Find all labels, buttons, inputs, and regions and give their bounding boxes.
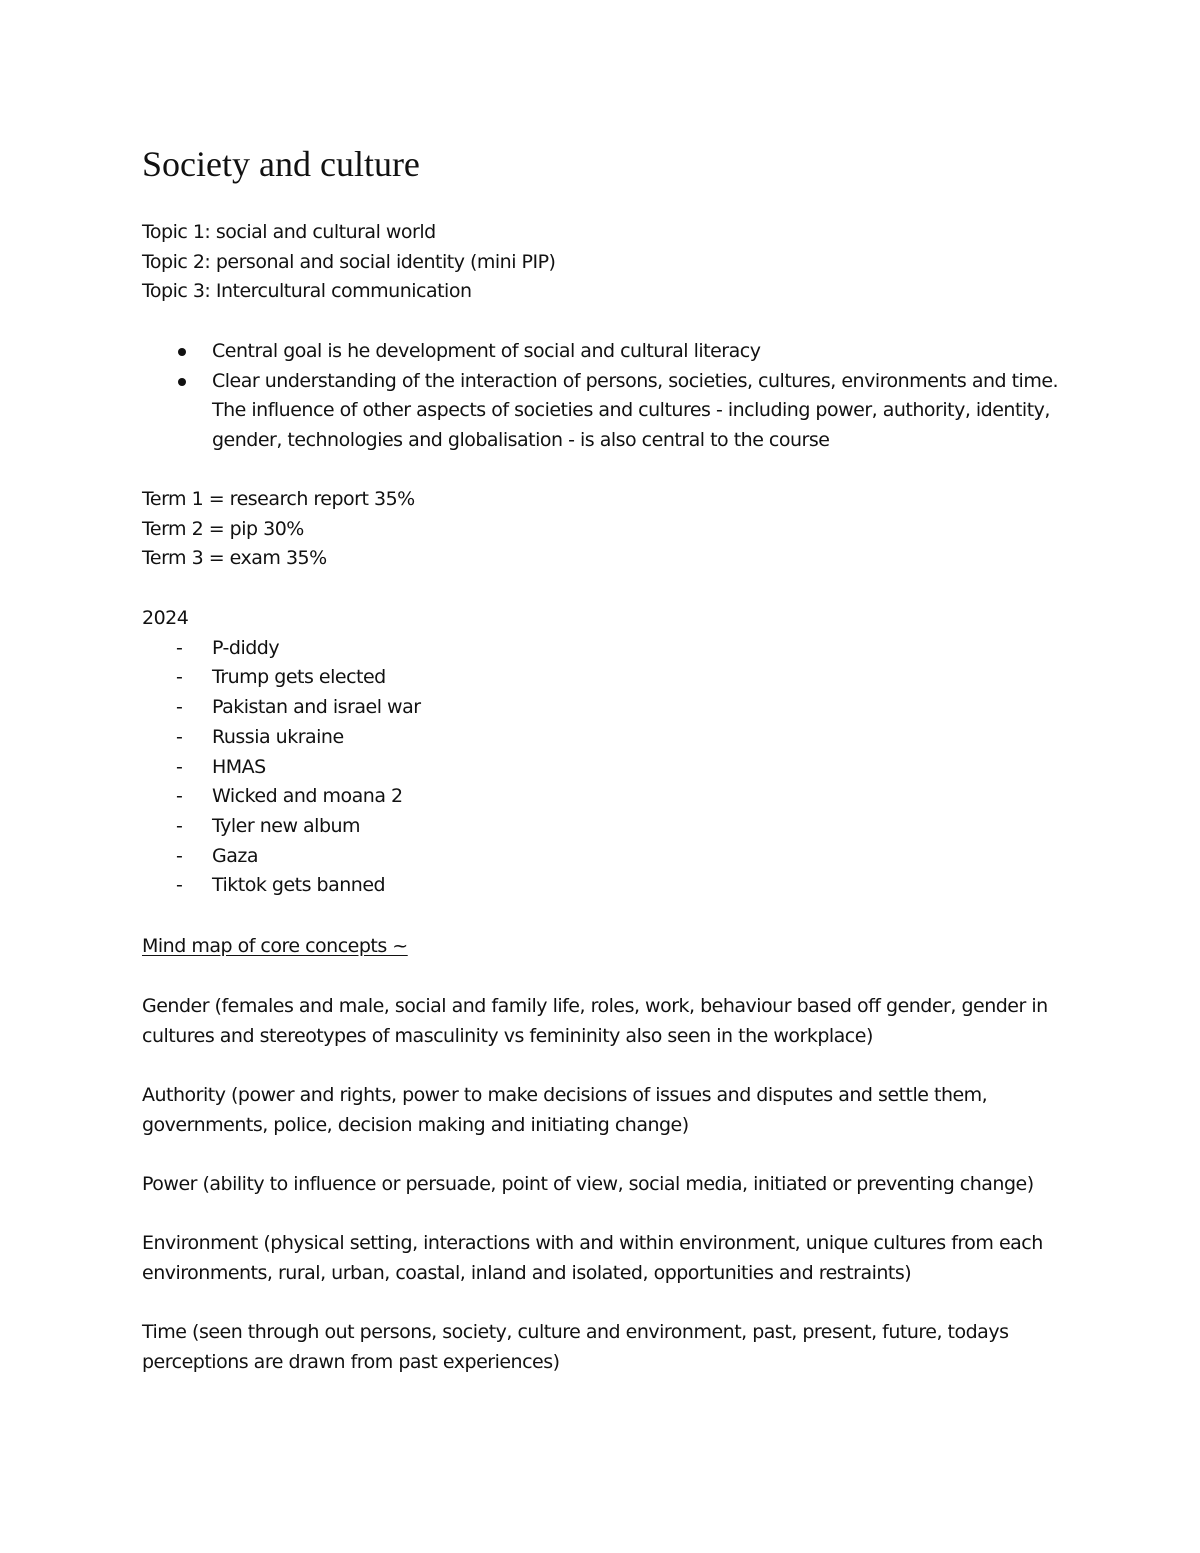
event-item (142, 782, 1072, 812)
bullet-icon (178, 348, 186, 356)
concept-authority: Authority (power and rights, power to make decisions of issues and disputes and settle them, governments, police, decision making and initiating change) (142, 1084, 988, 1136)
topic-line: Topic 2: personal and social identity (mini PIP) (142, 250, 556, 273)
event-item (142, 723, 1072, 753)
dash-icon: - (176, 666, 183, 689)
event-text: P-diddy (212, 636, 280, 659)
topics-list (142, 218, 1072, 307)
event-item (142, 753, 1072, 783)
goal-text: Central goal is he development of social and cultural literacy (212, 340, 761, 362)
topic-line: Topic 1: social and cultural world (142, 221, 436, 243)
concept-gender: Gender (females and male, social and family life, roles, work, behaviour based off gender, gender in cultures and stereotypes of masculinity vs femininity also seen in the workplace) (142, 995, 1048, 1047)
event-item (142, 634, 1072, 664)
dash-icon: - (176, 636, 183, 659)
term-line: Term 2 = pip 30% (142, 517, 304, 540)
events-section (142, 604, 1072, 901)
event-text: Trump gets elected (212, 666, 386, 689)
event-text: HMAS (212, 755, 266, 778)
event-text: Tiktok gets banned (212, 874, 386, 897)
concept-time: Time (seen through out persons, society, culture and environment, past, present, future, todays perceptions are drawn from past experiences) (142, 1321, 1009, 1373)
mind-map-heading: Mind map of core concepts ~ (142, 935, 408, 957)
dash-icon: - (176, 844, 183, 867)
dash-icon: - (176, 874, 183, 897)
event-item (142, 842, 1072, 872)
concept-environment: Environment (physical setting, interactions with and within environment, unique cultures from each environments, rural, urban, coastal, inland and isolated, opportunities and restraints) (142, 1232, 1043, 1284)
event-item (142, 871, 1072, 901)
event-text: Russia ukraine (212, 725, 344, 748)
concept-power: Power (ability to influence or persuade, point of view, social media, initiated or preventing change) (142, 1173, 1034, 1195)
event-item (142, 693, 1072, 723)
goals-list (142, 337, 1072, 456)
goal-text: Clear understanding of the interaction of persons, societies, cultures, environments and time. The influence of other aspects of societies and cultures - including power, authority, identity, gender, technologies and globalisation - is also central to the course (212, 369, 1059, 452)
term-line: Term 1 = research report 35% (142, 488, 415, 510)
dash-icon: - (176, 755, 183, 778)
topic-line: Topic 3: Intercultural communication (142, 280, 472, 303)
event-item (142, 812, 1072, 842)
dash-icon: - (176, 785, 183, 808)
event-text: Gaza (212, 844, 258, 867)
dash-icon: - (176, 725, 183, 748)
event-text: Tyler new album (212, 814, 361, 837)
event-item (142, 663, 1072, 693)
term-line: Term 3 = exam 35% (142, 547, 327, 570)
dash-icon: - (176, 814, 183, 837)
mind-map-heading-block (142, 932, 1072, 962)
event-text: Wicked and moana 2 (212, 785, 403, 808)
bullet-icon (178, 378, 186, 386)
goal-item (142, 337, 1062, 367)
event-text: Pakistan and israel war (212, 696, 421, 719)
terms-list (142, 485, 1072, 574)
year-heading: 2024 (142, 607, 189, 629)
document-title: Society and culture (142, 144, 420, 184)
goal-item (142, 367, 1062, 456)
dash-icon: - (176, 696, 183, 719)
